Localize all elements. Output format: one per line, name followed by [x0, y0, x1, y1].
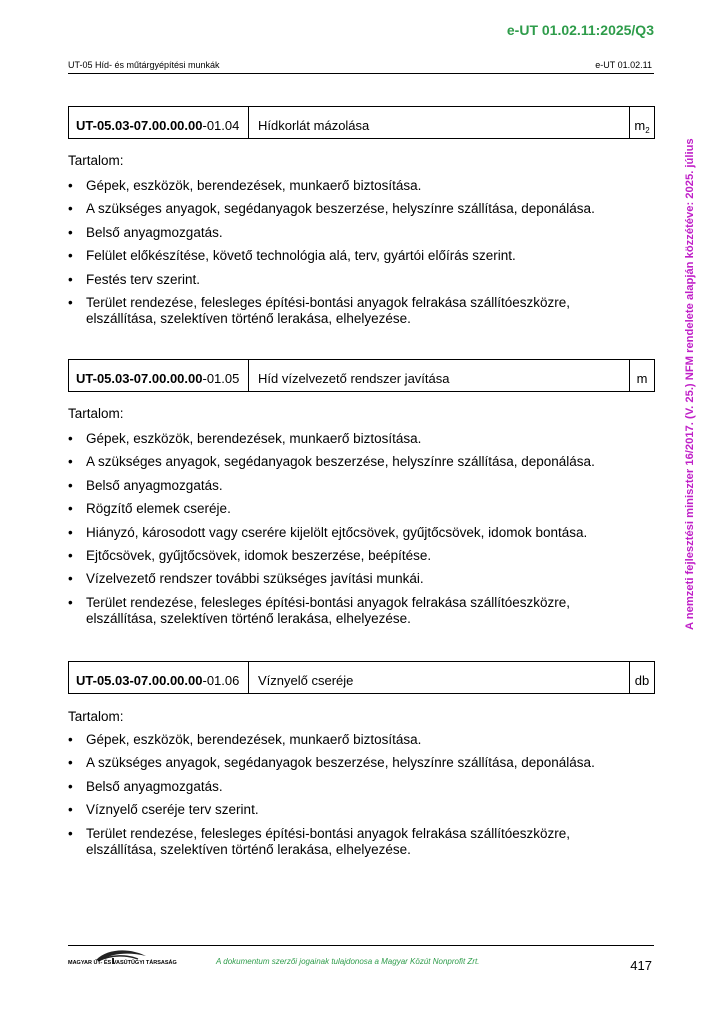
list-item: • Gépek, eszközök, berendezések, munkaerő biztosítása. [68, 431, 422, 446]
item-unit: db [634, 673, 650, 688]
list-item: • A szükséges anyagok, segédanyagok beszerzése, helyszínre szállítása, deponálása. [68, 454, 595, 470]
list-item: • Rögzítő elemek cseréje. [68, 501, 231, 517]
item-code: UT-05.03-07.00.00.00 -01.04 [69, 107, 249, 138]
item-name: Víznyelő cseréje [249, 662, 630, 693]
publication-side-note: A nemzeti fejlesztési miniszter 16/2017. (V. 25.) NFM rendelete alapján közzétéve: 2025. július [684, 138, 696, 630]
society-logo-icon [68, 946, 168, 970]
list-item: • Belső anyagmozgatás. [68, 477, 223, 493]
item-table [68, 106, 655, 139]
document-code: e-UT 01.02.11:2025/Q3 [506, 22, 654, 38]
item-code: UT-05.03-07.00.00.00 -01.05 [69, 360, 249, 391]
item-unit: m $^2$ [634, 118, 650, 135]
list-item: • Terület rendezése, felesleges építési-bontási anyagok felrakása szállítóeszközre, elszállítása, szelektíven történő lerakása, elhelyezése. [68, 594, 571, 626]
list-item: • Terület rendezése, felesleges építési-bontási anyagok felrakása szállítóeszközre, elszállítása, szelektíven történő lerakása, elhelyezése. [68, 825, 571, 857]
list-item: • Festés terv szerint. [68, 271, 201, 287]
content-list [68, 431, 598, 634]
header-divider [68, 73, 654, 74]
society-logo-text: MAGYAR ÚT- ÉS VASÚTÜGYI TÁRSASÁG [68, 960, 177, 966]
list-item: • Hiányzó, károsodott vagy cserére kijelölt ejtőcsövek, gyűjtőcsövek, idomok bontása. [68, 524, 588, 540]
list-item: • Gépek, eszközök, berendezések, munkaerő biztosítása. [68, 178, 422, 193]
list-item: • Terület rendezése, felesleges építési-bontási anyagok felrakása szállítóeszközre, elszállítása, szelektíven történő lerakása, elhelyezése. [68, 294, 571, 326]
list-item: • Gépek, eszközök, berendezések, munkaerő biztosítása. [68, 732, 422, 747]
list-item: • Felület előkészítése, követő technológia alá, terv, gyártói előírás szerint. [68, 248, 516, 264]
content-list [68, 178, 598, 334]
list-item: • Belső anyagmozgatás. [68, 778, 223, 794]
running-header-left: UT-05 Híd- és műtárgyépítési munkák [68, 60, 220, 70]
list-item: • A szükséges anyagok, segédanyagok beszerzése, helyszínre szállítása, deponálása. [68, 201, 595, 217]
page-number: 417 [630, 958, 652, 973]
list-item: • Ejtőcsövek, gyűjtőcsövek, idomok beszerzése, beépítése. [68, 547, 432, 563]
list-item: • A szükséges anyagok, segédanyagok beszerzése, helyszínre szállítása, deponálása. [68, 755, 595, 771]
list-item: • Vízelvezető rendszer további szükséges javítási munkái. [68, 571, 424, 587]
list-item: • Belső anyagmozgatás. [68, 224, 223, 240]
copyright-note: A dokumentum szerzői jogainak tulajdonosa a Magyar Közút Nonprofit Zrt. [216, 957, 480, 966]
list-item: • Víznyelő cseréje terv szerint. [68, 802, 259, 818]
item-name: Híd vízelvezető rendszer javítása [249, 360, 630, 391]
running-header-right: e-UT 01.02.11 [595, 60, 652, 70]
content-label: Tartalom: [68, 153, 124, 168]
content-label: Tartalom: [68, 709, 124, 724]
item-name: Hídkorlát mázolása [249, 107, 630, 138]
item-code: UT-05.03-07.00.00.00 -01.06 [69, 662, 249, 693]
content-list [68, 732, 598, 865]
item-table [68, 661, 655, 694]
content-label: Tartalom: [68, 406, 124, 421]
item-table [68, 359, 655, 392]
item-unit: m [636, 371, 648, 386]
